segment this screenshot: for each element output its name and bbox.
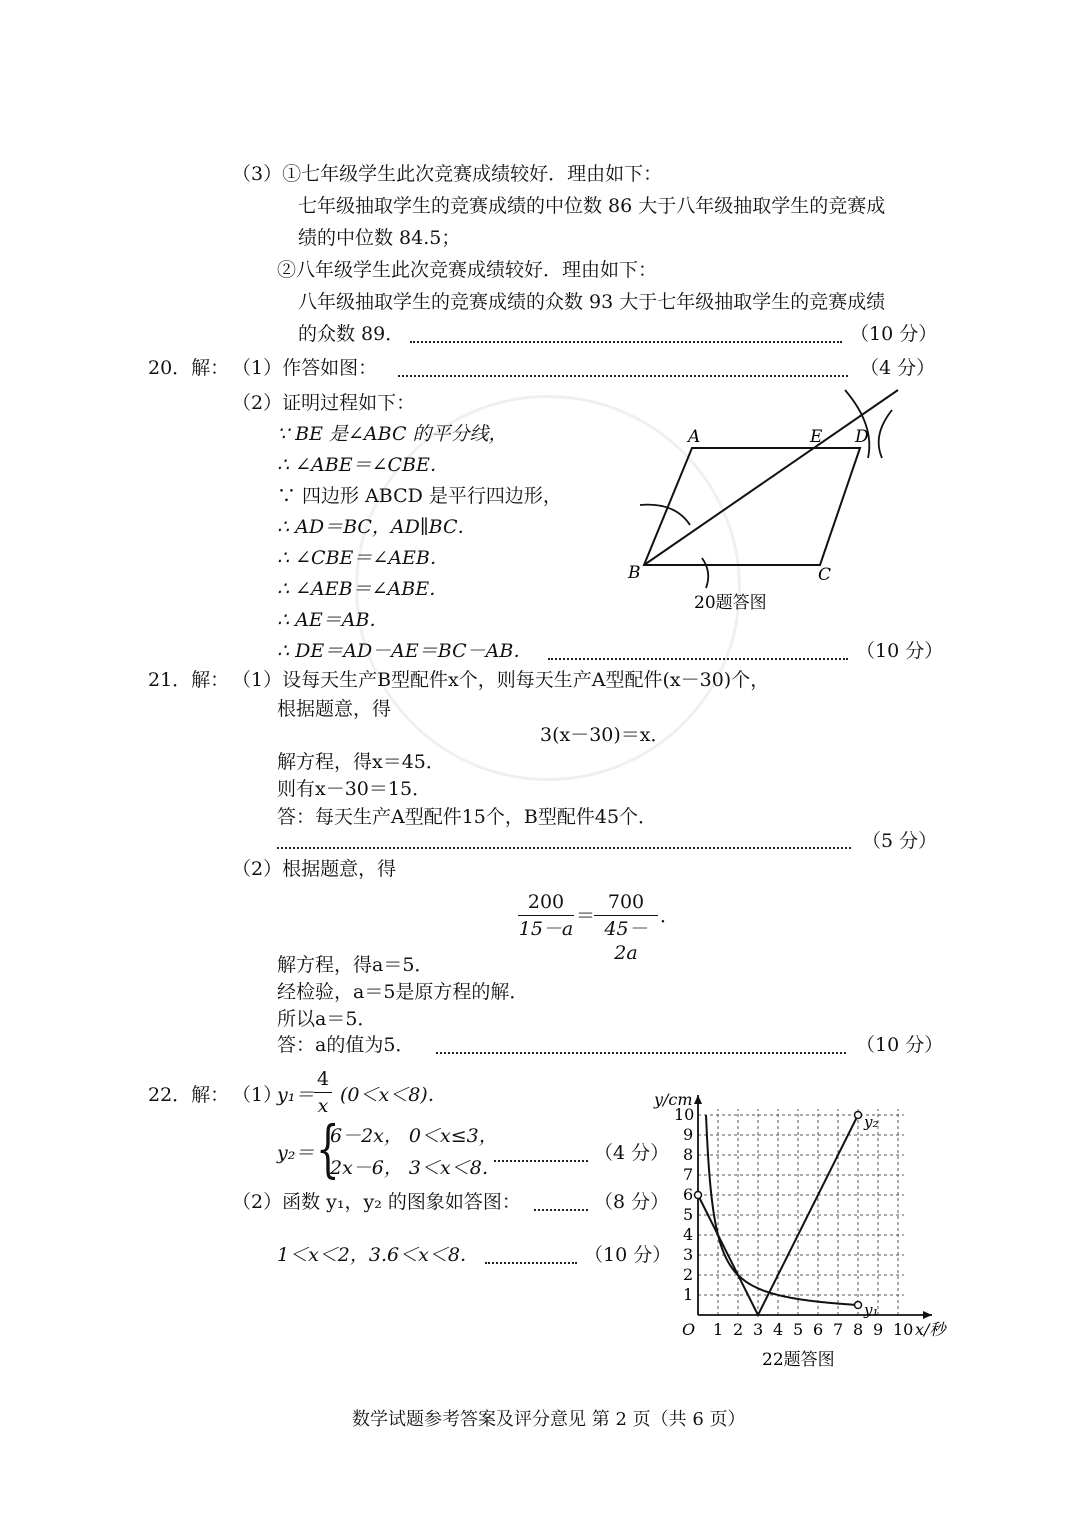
- x-tick-label: 3: [753, 1320, 764, 1339]
- parallelogram-abcd: [644, 448, 860, 565]
- point-label: B: [628, 563, 641, 583]
- q20-figure: [620, 380, 910, 610]
- y1-fraction: [314, 1067, 332, 1118]
- bisector-line-be: [644, 390, 898, 565]
- construction-arc: [702, 558, 708, 588]
- q22-part2-score: （8 分）: [594, 1191, 670, 1213]
- x-tick-label: 6: [813, 1320, 824, 1339]
- q22-part1-score: （4 分）: [594, 1142, 670, 1164]
- q20-step: ∵ 四边形 ABCD 是平行四边形，: [277, 485, 562, 507]
- q20-number: 20．解：: [148, 357, 230, 379]
- series-label-y1: y₁: [864, 1301, 879, 1319]
- q21-part1-line2: 根据题意，得: [277, 698, 392, 720]
- x-tick-label: 10: [893, 1320, 914, 1339]
- fraction-numerator: 700: [607, 891, 645, 913]
- open-point: [855, 1112, 862, 1119]
- q20-part2: （2）证明过程如下：: [232, 392, 416, 414]
- leader-dots: [436, 1048, 846, 1054]
- q20-step: ∴ DE＝AD－AE＝BC－AB．: [277, 640, 533, 662]
- q22-part3: 1＜x＜2，3.6＜x＜8．: [277, 1244, 479, 1266]
- q19-part3-head: （3）①七年级学生此次竞赛成绩较好．理由如下：: [232, 163, 663, 185]
- page-footer: 数学试题参考答案及评分意见 第 2 页（共 6 页）: [352, 1409, 746, 1430]
- open-point: [695, 1192, 702, 1199]
- leader-dots: [534, 1205, 588, 1211]
- q20-step: ∴ AE＝AB．: [277, 609, 389, 631]
- fraction-denominator: 45－2a: [604, 918, 648, 964]
- q19-line1: 七年级抽取学生的竞赛成绩的中位数 86 大于八年级抽取学生的竞赛成: [298, 195, 886, 217]
- q19-line3: ②八年级学生此次竞赛成绩较好．理由如下：: [277, 259, 658, 281]
- x-axis-arrow: [923, 1311, 932, 1319]
- point-label: C: [818, 565, 832, 585]
- q21-solution2: 解方程，得a＝5．: [277, 954, 434, 976]
- q20-part1-score: （4 分）: [860, 357, 936, 379]
- x-tick-label: 1: [713, 1320, 724, 1339]
- q21-number: 21．解：: [148, 669, 230, 691]
- y-axis-label: y/cm: [654, 1090, 693, 1109]
- graph-grid: [698, 1109, 904, 1315]
- point-label: D: [855, 427, 869, 447]
- q22-y1-domain: (0＜x＜8)．: [340, 1084, 447, 1106]
- q21-answer2: 答：a的值为5．: [277, 1034, 415, 1056]
- q19-line5: 的众数 89．: [298, 323, 405, 345]
- q21-check: 经检验，a＝5是原方程的解．: [277, 981, 529, 1003]
- construction-arc: [879, 410, 892, 458]
- q21-solution1: 解方程，得x＝45．: [277, 751, 445, 773]
- q22-number: 22．解：: [148, 1084, 230, 1106]
- y-axis-arrow: [694, 1095, 702, 1104]
- q22-part2: （2）函数 y₁，y₂ 的图象如答图：: [232, 1191, 521, 1213]
- x-tick-label: 2: [733, 1320, 744, 1339]
- y-tick-label: 2: [683, 1265, 694, 1284]
- q21-so: 所以a＝5．: [277, 1008, 377, 1030]
- leader-dots: [277, 843, 851, 849]
- q20-step: ∵ BE 是∠ABC 的平分线，: [277, 423, 508, 445]
- x-tick-label: 7: [833, 1320, 844, 1339]
- piecewise-brace: {: [316, 1112, 340, 1185]
- q19-score: （10 分）: [850, 323, 938, 345]
- figure-caption: 22题答图: [762, 1350, 835, 1370]
- q20-part2-score: （10 分）: [856, 640, 944, 662]
- y-tick-label: 4: [683, 1225, 694, 1244]
- q21-part2-score: （10 分）: [856, 1034, 944, 1056]
- y-tick-label: 3: [683, 1245, 694, 1264]
- series-label-y2: y₂: [864, 1113, 879, 1131]
- leader-dots: [398, 371, 848, 377]
- fraction-left: [518, 890, 574, 941]
- x-axis-label: x/秒: [915, 1320, 946, 1339]
- x-tick-label: 9: [873, 1320, 884, 1339]
- q21-part2-line1: （2）根据题意，得: [232, 858, 397, 880]
- fraction-denominator: x: [317, 1095, 329, 1117]
- q21-answer1: 答：每天生产A型配件15个，B型配件45个．: [277, 806, 658, 828]
- open-point: [855, 1302, 862, 1309]
- q19-line4: 八年级抽取学生的竞赛成绩的众数 93 大于七年级抽取学生的竞赛成绩: [298, 291, 886, 313]
- q20-step: ∴ ∠CBE＝∠AEB．: [277, 547, 449, 569]
- q21-part1-line1: （1）设每天生产B型配件x个，则每天生产A型配件(x－30)个，: [232, 669, 770, 691]
- q22-y2-case1: 6－2x， 0＜x≤3，: [330, 1125, 498, 1147]
- q22-y2-lhs: y₂＝: [277, 1142, 315, 1164]
- fraction-denominator: 15－a: [518, 918, 574, 940]
- fraction-numerator: 4: [316, 1068, 330, 1090]
- leader-dots: [548, 654, 848, 660]
- x-tick-label: 8: [853, 1320, 864, 1339]
- q22-part1-prefix: （1）: [232, 1084, 283, 1106]
- q22-y1-lhs: y₁＝: [277, 1084, 315, 1106]
- fraction-end: ．: [660, 905, 680, 927]
- point-label: E: [810, 427, 823, 447]
- q22-part3-score: （10 分）: [584, 1244, 672, 1266]
- q21-part1-score: （5 分）: [862, 830, 938, 852]
- q20-step: ∴ AD＝BC，AD∥BC．: [277, 516, 477, 538]
- q20-step: ∴ ∠ABE＝∠CBE．: [277, 454, 449, 476]
- figure-caption: 20题答图: [694, 593, 767, 610]
- y-tick-label: 6: [683, 1185, 694, 1204]
- y1-curve: [706, 1115, 858, 1305]
- y-tick-label: 5: [683, 1205, 694, 1224]
- leader-dots: [494, 1156, 588, 1162]
- fraction-equals: ＝: [576, 905, 596, 927]
- q20-step: ∴ ∠AEB＝∠ABE．: [277, 578, 449, 600]
- y-tick-label: 8: [683, 1145, 694, 1164]
- y-tick-label: 10: [674, 1105, 695, 1124]
- y-tick-label: 1: [683, 1285, 694, 1304]
- fraction-numerator: 200: [527, 891, 565, 913]
- leader-dots: [485, 1258, 577, 1264]
- q19-line2: 绩的中位数 84.5；: [298, 227, 461, 249]
- q22-y2-case2: 2x－6， 3＜x＜8．: [330, 1157, 501, 1179]
- q20-part1: （1）作答如图：: [232, 357, 378, 379]
- q22-graph: [640, 1075, 950, 1375]
- origin-label: O: [682, 1320, 696, 1339]
- leader-dots: [410, 337, 842, 343]
- x-tick-label: 5: [793, 1320, 804, 1339]
- y-tick-label: 9: [683, 1125, 694, 1144]
- point-label: A: [688, 427, 701, 447]
- y-tick-label: 7: [683, 1165, 694, 1184]
- x-tick-label: 4: [773, 1320, 784, 1339]
- fraction-right: [594, 890, 658, 965]
- q21-then1: 则有x－30＝15．: [277, 778, 432, 800]
- q21-equation1: 3(x－30)＝x．: [540, 724, 670, 746]
